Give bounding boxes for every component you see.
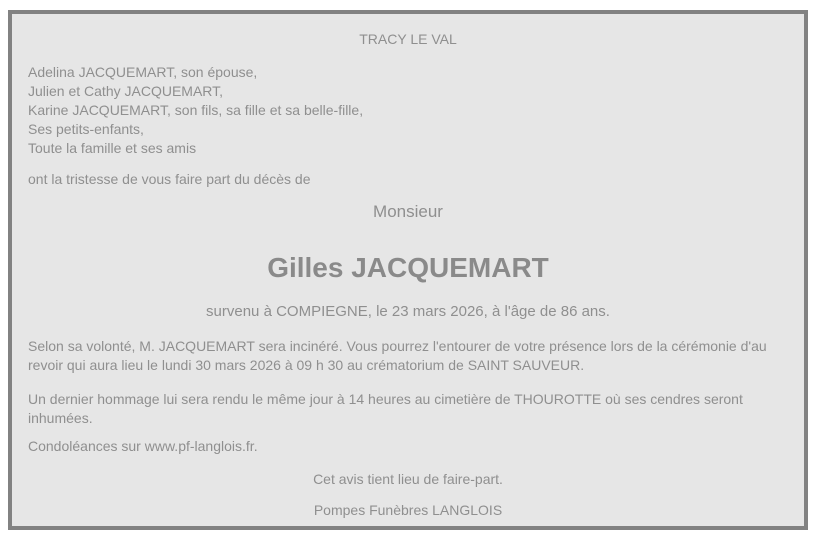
homage-paragraph: Un dernier hommage lui sera rendu le même jour à 14 heures au cimetière de THOUROTTE où ses cendres seront inhumées.: [28, 391, 743, 426]
family-line-children-2: Karine JACQUEMART, son fils, sa fille et sa belle-fille,: [28, 102, 364, 118]
city-header: TRACY LE VAL: [359, 31, 457, 47]
condolences-line: [28, 437, 788, 456]
death-notice: [8, 10, 808, 530]
family-line-family-friends: Toute la famille et ses amis: [28, 140, 197, 156]
honorific: Monsieur: [373, 202, 443, 221]
announcement-text: ont la tristesse de vous faire part du décès de: [28, 171, 311, 187]
condolences-suffix: .: [253, 438, 258, 454]
closing-line-funeral-home: Pompes Funèbres LANGLOIS: [313, 502, 503, 518]
condolences-url: www.pf-langlois.fr: [144, 438, 254, 454]
family-line-children-1: Julien et Cathy JACQUEMART,: [28, 83, 224, 99]
death-details: survenu à COMPIEGNE, le 23 mars 2026, à l'âge de 86 ans.: [206, 303, 610, 320]
family-line-grandchildren: Ses petits-enfants,: [28, 121, 144, 137]
closing-line-faire-part: Cet avis tient lieu de faire-part.: [313, 471, 503, 487]
family-list: [28, 63, 788, 158]
ceremony-paragraph: Selon sa volonté, M. JACQUEMART sera incinéré. Vous pourrez l'entourer de votre présence lors de la cérémonie d'au revoir qui aura lieu le lundi 30 mars 2026 à 09 h 30 au crématorium de SAINT SAUVEUR.: [28, 338, 767, 373]
condolences-prefix: Condoléances sur: [28, 438, 145, 454]
deceased-name: Gilles JACQUEMART: [267, 252, 549, 283]
family-line-spouse: Adelina JACQUEMART, son épouse,: [28, 64, 258, 80]
